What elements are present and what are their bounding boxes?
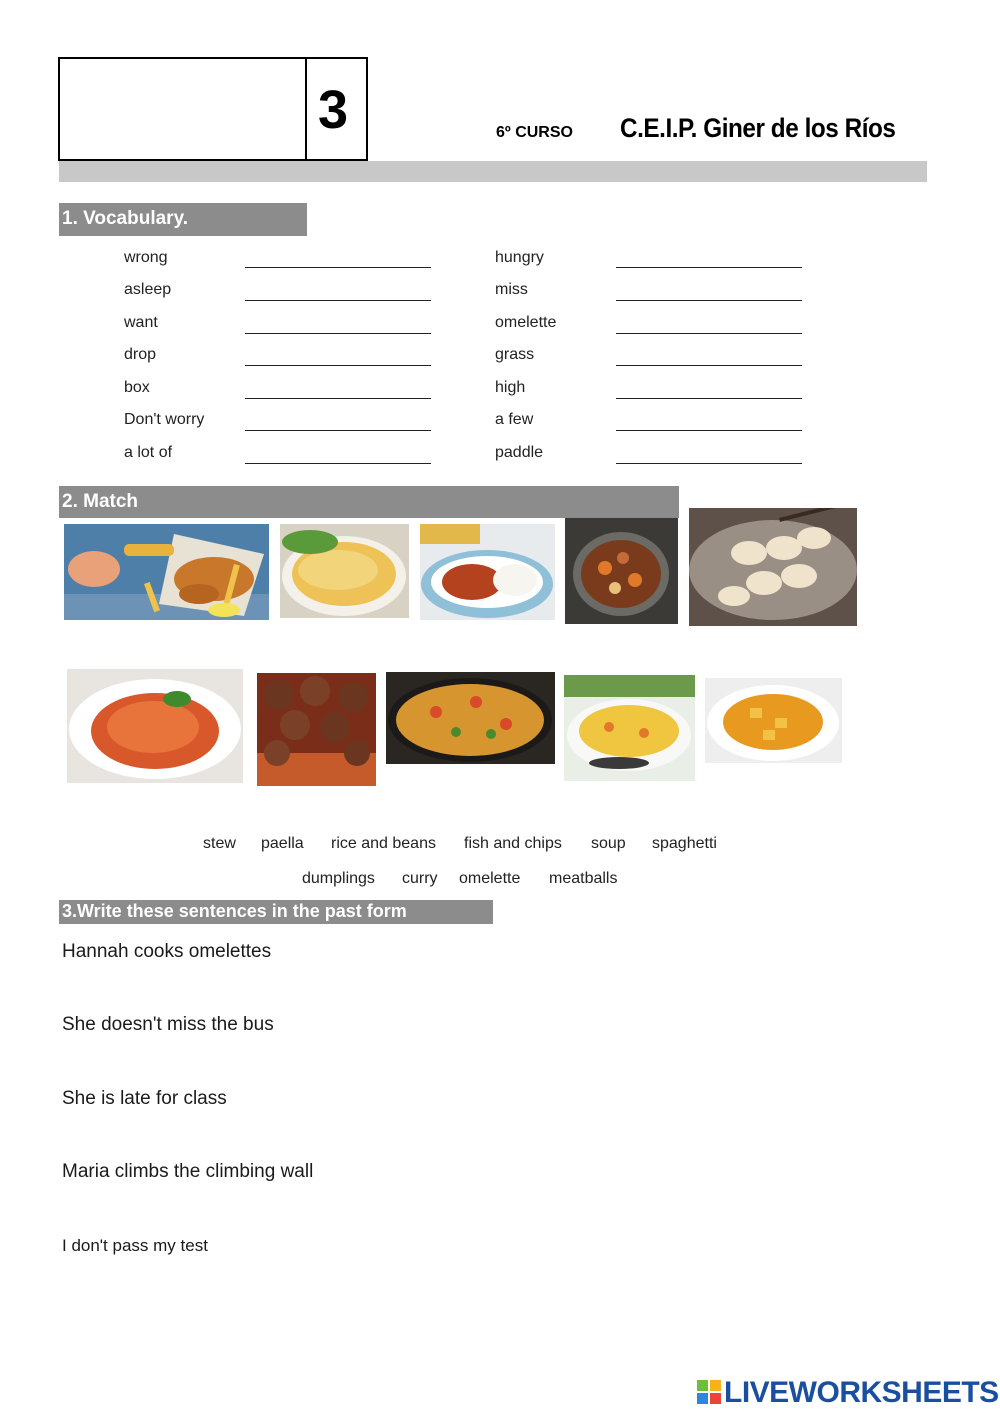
fish-and-chips-image [64, 524, 269, 620]
word-bank-item[interactable]: paella [261, 835, 304, 852]
answer-line[interactable] [616, 430, 802, 431]
header-divider [305, 57, 307, 161]
answer-line[interactable] [616, 300, 802, 301]
answer-line[interactable] [245, 398, 431, 399]
word-bank-item[interactable]: curry [402, 870, 438, 887]
vocab-word: box [124, 379, 150, 396]
answer-line[interactable] [245, 333, 431, 334]
vocab-word: want [124, 314, 158, 331]
vocab-word: Don't worry [124, 411, 205, 428]
sentence-item: She is late for class [62, 1088, 227, 1109]
vocab-word: grass [495, 346, 535, 363]
paella-image [386, 672, 555, 764]
header-bar [59, 161, 927, 182]
rice-and-beans-image [420, 524, 555, 620]
soup-image [564, 675, 695, 781]
vocab-word: high [495, 379, 526, 396]
section-vocabulary-header: 1. Vocabulary. [59, 203, 307, 236]
liveworksheets-logo-icon [697, 1380, 721, 1404]
meatballs-image [257, 673, 376, 786]
school-name: C.E.I.P. Giner de los Ríos [620, 113, 896, 143]
word-bank-item[interactable]: meatballs [549, 870, 618, 887]
word-bank-item[interactable]: soup [591, 835, 626, 852]
vocab-word: miss [495, 281, 528, 298]
answer-line[interactable] [616, 333, 802, 334]
vocab-word: wrong [124, 249, 168, 266]
vocab-word: a few [495, 411, 534, 428]
word-bank-item[interactable]: stew [203, 835, 236, 852]
word-bank-item[interactable]: rice and beans [331, 835, 436, 852]
stew-image [565, 518, 678, 624]
answer-line[interactable] [245, 463, 431, 464]
curry-image [705, 678, 842, 763]
answer-line[interactable] [245, 365, 431, 366]
word-bank-item[interactable]: fish and chips [464, 835, 562, 852]
word-bank-item[interactable]: omelette [459, 870, 521, 887]
answer-line[interactable] [616, 365, 802, 366]
vocab-word: drop [124, 346, 157, 363]
word-bank-item[interactable]: spaghetti [652, 835, 717, 852]
spaghetti-image [67, 669, 243, 783]
answer-line[interactable] [245, 300, 431, 301]
sentence-item: I don't pass my test [62, 1236, 208, 1255]
vocab-word: omelette [495, 314, 557, 331]
section-past-form-header: 3.Write these sentences in the past form [59, 900, 493, 924]
vocab-word: hungry [495, 249, 544, 266]
dumplings-image [689, 508, 857, 626]
grade-label: 6º CURSO [496, 124, 573, 141]
section-match-header: 2. Match [59, 486, 679, 518]
vocab-word: asleep [124, 281, 172, 298]
liveworksheets-brand: LIVEWORKSHEETS [724, 1376, 999, 1409]
omelette-image [280, 524, 409, 618]
vocab-word: a lot of [124, 444, 173, 461]
answer-line[interactable] [245, 430, 431, 431]
sheet-number: 3 [318, 80, 349, 140]
sentence-item: Maria climbs the climbing wall [62, 1161, 314, 1182]
answer-line[interactable] [245, 267, 431, 268]
vocab-word: paddle [495, 444, 544, 461]
classwork-logo [59, 62, 305, 159]
sentence-item: She doesn't miss the bus [62, 1014, 274, 1035]
answer-line[interactable] [616, 267, 802, 268]
answer-line[interactable] [616, 463, 802, 464]
sentence-item: Hannah cooks omelettes [62, 941, 272, 962]
answer-line[interactable] [616, 398, 802, 399]
word-bank-item[interactable]: dumplings [302, 870, 375, 887]
